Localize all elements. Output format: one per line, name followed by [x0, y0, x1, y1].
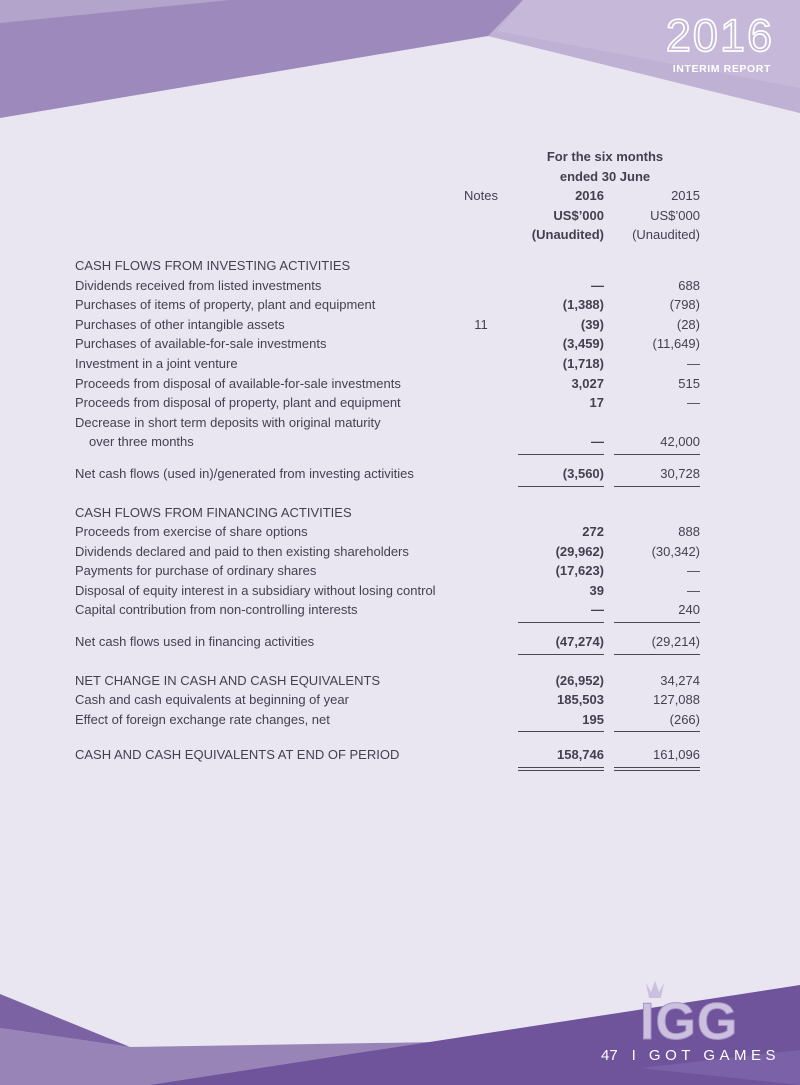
report-year: 2016 [665, 10, 774, 61]
row-note [455, 334, 507, 354]
value-2015: 30,728 [614, 464, 700, 487]
value-2016: (1,388) [562, 297, 604, 313]
table-row [75, 522, 700, 542]
row-label: Purchases of other intangible assets [75, 316, 285, 332]
row-value-2015 [604, 745, 700, 768]
row-value-2016 [507, 432, 604, 455]
row-value-2016 [507, 315, 604, 335]
row-note [455, 374, 507, 394]
row-value-2016 [507, 374, 604, 394]
row-note [455, 354, 507, 374]
table-row [75, 600, 700, 623]
row-note [455, 632, 507, 655]
row-value-2015 [604, 256, 700, 276]
row-value-2016 [507, 393, 604, 413]
row-note [455, 542, 507, 562]
value-2016: 3,027 [571, 375, 604, 391]
row-value-2016 [507, 522, 604, 542]
table-row [75, 581, 700, 601]
value-2016: 185,503 [557, 692, 604, 708]
page-number: 47 [601, 1047, 618, 1064]
row-value-2016 [507, 581, 604, 601]
row-value-2016 [507, 334, 604, 354]
value-2016: 39 [589, 582, 604, 598]
value-2016: 195 [518, 710, 604, 733]
row-value-2015 [604, 464, 700, 487]
row-label: Proceeds from exercise of share options [75, 524, 308, 540]
value-2016: (29,962) [555, 543, 604, 559]
value-2015: (29,214) [614, 632, 700, 655]
table-row [75, 374, 700, 394]
value-2016: (47,274) [518, 632, 604, 655]
logo-text: IGG [640, 993, 739, 1047]
table-row [75, 464, 700, 487]
row-label: Decrease in short term deposits with original maturity [75, 414, 381, 430]
row-note [455, 690, 507, 710]
row-value-2016 [507, 354, 604, 374]
table-row [75, 276, 700, 296]
value-2015: 888 [678, 524, 700, 540]
row-value-2016 [507, 710, 604, 733]
section-header-row [75, 503, 700, 523]
row-value-2015 [604, 374, 700, 394]
row-value-2016 [507, 561, 604, 581]
row-label: Purchases of items of property, plant and equipment [75, 297, 376, 313]
value-2015: (28) [676, 316, 700, 332]
table-row [75, 393, 700, 413]
row-value-2016 [507, 464, 604, 487]
table-row [75, 354, 700, 374]
col-header-notes: Notes [464, 188, 498, 204]
report-subtitle: INTERIM REPORT [672, 63, 771, 75]
row-note [455, 710, 507, 733]
row-label: over three months [89, 434, 194, 450]
row-value-2016 [507, 745, 604, 768]
value-2016: (26,952) [555, 672, 604, 688]
row-value-2015 [604, 671, 700, 691]
table-rows [75, 256, 700, 768]
row-label: Cash and cash equivalents at beginning of year [75, 692, 349, 708]
row-value-2016 [507, 690, 604, 710]
row-note [455, 581, 507, 601]
value-2015: (11,649) [652, 336, 700, 352]
row-value-2016 [507, 542, 604, 562]
section-header-row [75, 256, 700, 276]
row-label: Net cash flows used in financing activities [75, 634, 315, 650]
row-note [455, 671, 507, 691]
table-row [75, 432, 700, 455]
row-note [455, 432, 507, 455]
logo-tagline: I GOT GAMES [631, 1047, 780, 1064]
row-label: CASH FLOWS FROM FINANCING ACTIVITIES [75, 504, 352, 520]
row-value-2015 [604, 393, 700, 413]
row-note [455, 464, 507, 487]
row-label: Payments for purchase of ordinary shares [75, 563, 317, 579]
value-2015: 240 [614, 600, 700, 623]
value-2015: 127,088 [653, 692, 700, 708]
row-value-2015 [604, 690, 700, 710]
value-2015: 688 [678, 277, 700, 293]
row-value-2016 [507, 276, 604, 296]
column-headers [75, 186, 700, 245]
row-value-2015 [604, 710, 700, 733]
row-note [455, 413, 507, 433]
value-2015: 42,000 [614, 432, 700, 455]
period-line1: For the six months [546, 149, 664, 164]
row-note [455, 600, 507, 623]
row-label: Capital contribution from non-controlling interests [75, 602, 358, 618]
value-2016: (1,718) [562, 355, 604, 371]
value-2015: 161,096 [614, 745, 700, 768]
row-value-2016 [507, 503, 604, 523]
row-label: Dividends declared and paid to then existing shareholders [75, 543, 409, 559]
value-2016: — [518, 600, 604, 623]
table-row [75, 632, 700, 655]
row-value-2015 [604, 600, 700, 623]
row-label: NET CHANGE IN CASH AND CASH EQUIVALENTS [75, 672, 381, 688]
row-label: Purchases of available-for-sale investments [75, 336, 327, 352]
value-2015: (798) [669, 297, 700, 313]
bottom-banner [0, 950, 800, 1085]
row-value-2015 [604, 334, 700, 354]
value-2015: — [687, 355, 700, 371]
row-value-2015 [604, 354, 700, 374]
period-line2: ended 30 June [559, 168, 651, 184]
col-unaudited-2016: (Unaudited) [531, 227, 604, 243]
table-row [75, 334, 700, 354]
row-value-2015 [604, 581, 700, 601]
value-2015: (30,342) [651, 543, 700, 559]
row-value-2016 [507, 600, 604, 623]
row-label: Proceeds from disposal of property, plant and equipment [75, 395, 401, 411]
row-value-2015 [604, 503, 700, 523]
row-value-2016 [507, 413, 604, 433]
col-unaudited-2015: (Unaudited) [632, 227, 700, 243]
row-note: 11 [474, 316, 488, 332]
row-note [455, 561, 507, 581]
table-row [75, 671, 700, 691]
value-2015: — [687, 395, 700, 411]
col-unit-2016: US$’000 [553, 207, 604, 223]
row-label: Net cash flows (used in)/generated from investing activities [75, 465, 414, 481]
row-value-2015 [604, 315, 700, 335]
table-row [75, 561, 700, 581]
row-value-2016 [507, 256, 604, 276]
row-note [455, 295, 507, 315]
cash-flow-statement [0, 135, 800, 950]
table-row [75, 315, 700, 335]
row-value-2015 [604, 432, 700, 455]
top-banner [0, 0, 800, 135]
value-2015: 34,274 [660, 672, 700, 688]
value-2015: — [687, 563, 700, 579]
value-2016: 158,746 [518, 745, 604, 768]
row-value-2016 [507, 632, 604, 655]
value-2016: (3,459) [562, 336, 604, 352]
col-header-2016: 2016 [575, 188, 604, 204]
table-row [75, 745, 700, 768]
value-2016: (17,623) [555, 563, 604, 579]
value-2016: — [591, 277, 604, 293]
row-label: Effect of foreign exchange rate changes, net [75, 711, 330, 727]
table-row [75, 710, 700, 733]
row-label: CASH AND CASH EQUIVALENTS AT END OF PERIOD [75, 747, 400, 763]
row-note [455, 393, 507, 413]
value-2016: — [518, 432, 604, 455]
row-value-2015 [604, 295, 700, 315]
row-label: Proceeds from disposal of available-for-sale investments [75, 375, 401, 391]
row-value-2016 [507, 295, 604, 315]
row-label: Investment in a joint venture [75, 355, 238, 371]
period-header [505, 147, 705, 186]
row-note [455, 522, 507, 542]
value-2016: 17 [589, 395, 604, 411]
col-header-2015: 2015 [671, 188, 700, 204]
row-note [455, 276, 507, 296]
table-row [75, 690, 700, 710]
value-2015: (266) [614, 710, 700, 733]
value-2015: 515 [678, 375, 700, 391]
row-label: Disposal of equity interest in a subsidiary without losing control [75, 582, 436, 598]
table-row [75, 542, 700, 562]
value-2016: (39) [580, 316, 604, 332]
row-note [455, 745, 507, 768]
row-value-2015 [604, 522, 700, 542]
row-label: CASH FLOWS FROM INVESTING ACTIVITIES [75, 257, 351, 273]
row-value-2015 [604, 561, 700, 581]
row-value-2015 [604, 413, 700, 433]
col-unit-2015: US$’000 [650, 207, 700, 223]
row-value-2016 [507, 671, 604, 691]
value-2016: 272 [582, 524, 604, 540]
igg-logo [636, 981, 786, 1047]
row-value-2015 [604, 276, 700, 296]
value-2015: — [687, 582, 700, 598]
table-row [75, 413, 700, 433]
value-2016: (3,560) [518, 464, 604, 487]
row-note [455, 503, 507, 523]
row-value-2015 [604, 542, 700, 562]
row-value-2015 [604, 632, 700, 655]
table-row [75, 295, 700, 315]
row-label: Dividends received from listed investments [75, 277, 322, 293]
row-note [455, 256, 507, 276]
